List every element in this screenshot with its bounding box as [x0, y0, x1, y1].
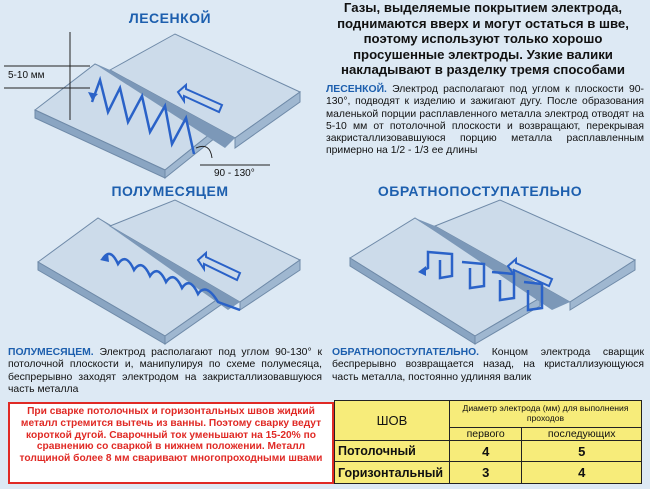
heading-lesenkoi: ЛЕСЕНКОЙ: [128, 10, 212, 26]
table-row: [335, 440, 642, 462]
paragraph-lesenkoi-lead: ЛЕСЕНКОЙ.: [326, 84, 387, 95]
table-header-diameter: Диаметр электрода (мм) для выполнения проходов: [450, 401, 642, 428]
paragraph-obratno-text: Концом электрода сварщик беспрерывно возвращается назад, на кристаллизующуюся часть металла, постоянно удлиняя валик: [332, 347, 644, 383]
heading-polumesyatsem: ПОЛУМЕСЯЦЕМ: [111, 183, 229, 199]
dimension-label: 5-10 мм: [8, 70, 45, 81]
diagram-obratno: [330, 198, 648, 346]
table-row-label: Горизонтальный: [335, 462, 450, 484]
table-header-row: [335, 401, 642, 428]
intro-text: Газы, выделяемые покрытием электрода, поднимаются вверх и могут остаться в шве, поэтому используют только хорошо просушенные электроды. Узкие валики накладывают в разделку тремя способами: [337, 0, 629, 77]
table-row: [335, 462, 642, 484]
diagram-polumesyatsem: [0, 198, 320, 346]
paragraph-polumesyatsem: [8, 347, 322, 396]
warning-box: При сварке потолочных и горизонтальных швов жидкий металл стремится вытечь из ванны. Поэтому сварку ведут короткой дугой. Сварочный ток уменьшают на 15-20% по сравнению со сваркой в нижнем положении. Металл толщиной более 8 мм сваривают многопроходными швами: [8, 402, 334, 484]
table-header-seam: ШОВ: [335, 401, 450, 441]
paragraph-polumesyatsem-text: Электрод располагают под углом 90-130° к потолочной плоскости и, манипулируя по схеме полумесяца, беспрерывно заходят электродом на закристаллизовавшуюся часть металла: [8, 347, 322, 395]
diagram-lesenkoi: [0, 30, 320, 182]
table-cell-first: 3: [450, 462, 522, 484]
angle-label: 90 - 130°: [214, 168, 255, 179]
paragraph-lesenkoi-text: Электрод располагают под углом к плоскости 90-130°, подводят к изделию и зажигают дугу. После образования маленькой порции расплавленного металла электрод отводят на 5-10 мм от потолочной плоскости и возвращают, перекрывая закристаллизовавшуюся порцию металла расплавленным примерно на 1/2 - 1/3 ее длины: [326, 84, 644, 157]
electrode-diameter-table: [334, 400, 642, 484]
table-cell-next: 5: [522, 440, 642, 462]
paragraph-lesenkoi: [326, 84, 644, 158]
paragraph-obratno-lead: ОБРАТНОПОСТУПАТЕЛЬНО.: [332, 347, 480, 358]
heading-obratnopostupatelno: ОБРАТНОПОСТУПАТЕЛЬНО: [377, 183, 583, 199]
table-header-first: первого: [450, 427, 522, 440]
table-cell-next: 4: [522, 462, 642, 484]
table-header-next: последующих: [522, 427, 642, 440]
paragraph-obratno: [332, 347, 644, 384]
table-cell-first: 4: [450, 440, 522, 462]
table-row-label: Потолочный: [335, 440, 450, 462]
paragraph-polumesyatsem-lead: ПОЛУМЕСЯЦЕМ.: [8, 347, 94, 358]
